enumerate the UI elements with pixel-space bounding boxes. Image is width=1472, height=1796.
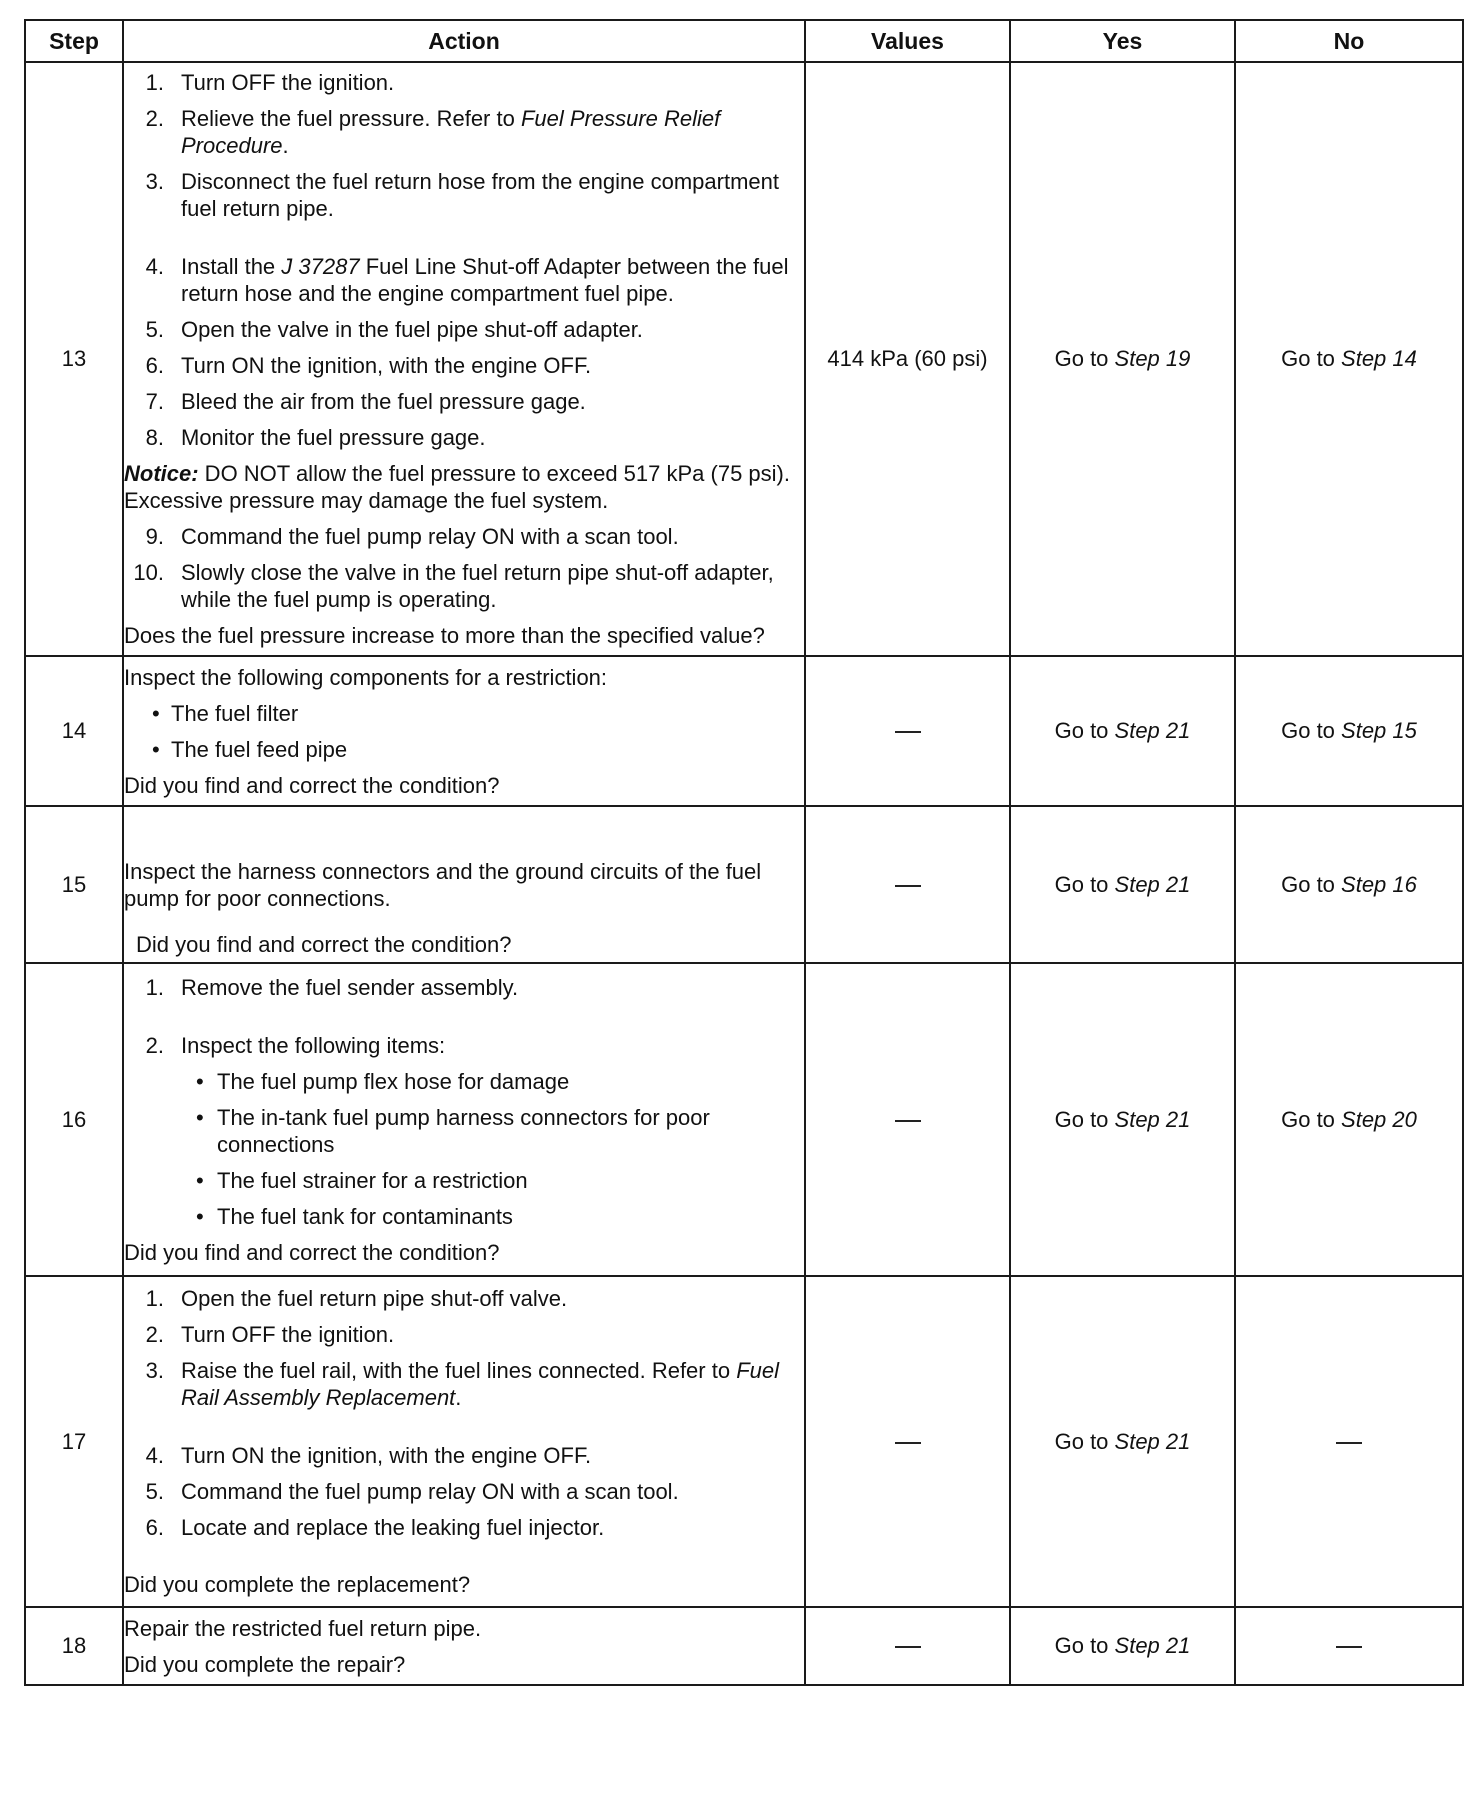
step-number: 14 (25, 656, 123, 806)
list-item: • The in-tank fuel pump harness connectors for poor connections (196, 1104, 710, 1157)
step-number: 16 (25, 963, 123, 1276)
action-steps-list (124, 523, 804, 613)
yes-cell: Go to Step 19 (1010, 62, 1235, 656)
value-cell (805, 1276, 1010, 1607)
no-cell (1235, 1276, 1463, 1607)
header-no: No (1235, 20, 1463, 62)
yes-cell: Go to Step 21 (1010, 963, 1235, 1276)
table-row-step-13 (25, 62, 1463, 656)
question-text: Did you find and correct the condition? (124, 1239, 500, 1265)
list-item: • The fuel tank for contaminants (196, 1203, 513, 1229)
dash-mark (895, 1442, 921, 1444)
list-item: 3. Disconnect the fuel return hose from the engine compartment fuel return pipe. (145, 169, 779, 221)
dash-mark (1336, 1646, 1362, 1648)
action-steps-list (124, 69, 804, 451)
header-action: Action (123, 20, 805, 62)
value-cell (805, 806, 1010, 963)
spacer (124, 1420, 804, 1442)
question-text: Did you find and correct the condition? (136, 932, 512, 957)
table-row-step-15 (25, 806, 1463, 963)
diagnostic-table (24, 19, 1464, 1686)
dash-mark (895, 1120, 921, 1122)
list-item: 2. Inspect the following items: (145, 1032, 446, 1058)
header-row (25, 20, 1463, 62)
value-cell (805, 1607, 1010, 1685)
list-item: 2. Turn OFF the ignition. (145, 1322, 395, 1347)
value-cell (805, 656, 1010, 806)
intro-text: Inspect the harness connectors and the ground circuits of the fuel pump for poor connections. (124, 858, 762, 911)
yes-cell: Go to Step 21 (1010, 1607, 1235, 1685)
list-item: • The fuel feed pipe (152, 736, 348, 762)
action-cell (123, 1607, 805, 1685)
intro-text: Repair the restricted fuel return pipe. (124, 1615, 482, 1641)
action-cell (123, 62, 805, 656)
dash-mark (895, 731, 921, 733)
spacer (124, 231, 804, 253)
list-item: 3. Raise the fuel rail, with the fuel lines connected. Refer to Fuel Rail Assembly Replacement. (145, 1358, 779, 1410)
action-steps-list (124, 1285, 804, 1541)
step-number: 15 (25, 806, 123, 963)
step-reference: Step 20 (1341, 1106, 1417, 1132)
question-text: Does the fuel pressure increase to more than the specified value? (124, 623, 765, 648)
step-reference: Step 21 (1114, 1428, 1191, 1454)
list-item: 2. Relieve the fuel pressure. Refer to Fuel Pressure Relief Procedure. (145, 106, 721, 158)
diagnostic-document (24, 19, 1462, 1686)
bullet-list (124, 1068, 804, 1230)
list-item: 5. Command the fuel pump relay ON with a scan tool. (145, 1479, 679, 1504)
no-cell: Go to Step 20 (1235, 963, 1463, 1276)
list-item: • The fuel strainer for a restriction (196, 1167, 528, 1193)
notice: Notice: DO NOT allow the fuel pressure to exceed 517 kPa (75 psi). Excessive pressure may damage the fuel system. (124, 461, 790, 513)
header-values: Values (805, 20, 1010, 62)
question-text: Did you complete the replacement? (124, 1572, 471, 1597)
step-reference: Step 21 (1114, 1106, 1191, 1132)
step-number: 17 (25, 1276, 123, 1607)
yes-cell: Go to Step 21 (1010, 1276, 1235, 1607)
list-item: 8. Monitor the fuel pressure gage. (145, 425, 486, 450)
step-reference: Step 15 (1341, 718, 1417, 743)
list-item: • The fuel pump flex hose for damage (196, 1068, 570, 1094)
yes-cell: Go to Step 21 (1010, 806, 1235, 963)
dash-mark (1336, 1442, 1362, 1444)
action-steps-list (124, 974, 804, 1059)
header-step: Step (25, 20, 123, 62)
question-text: Did you complete the repair? (124, 1651, 406, 1677)
list-item: 9. Command the fuel pump relay ON with a scan tool. (145, 524, 679, 549)
tool-reference: J 37287 (281, 254, 360, 279)
action-cell (123, 656, 805, 806)
step-reference: Step 19 (1114, 346, 1191, 371)
step-number: 13 (25, 62, 123, 656)
value-cell (805, 963, 1010, 1276)
notice-label: Notice: (124, 461, 199, 486)
list-item: 1. Turn OFF the ignition. (145, 70, 395, 95)
list-item: 10. Slowly close the valve in the fuel return pipe shut-off adapter, while the fuel pump is operating. (133, 560, 774, 612)
procedure-reference: Fuel Rail Assembly Replacement (181, 1358, 779, 1410)
no-cell: Go to Step 14 (1235, 62, 1463, 656)
value-cell: 414 kPa (60 psi) (805, 62, 1010, 656)
step-reference: Step 16 (1341, 871, 1417, 897)
list-item: • The fuel filter (152, 700, 299, 726)
header-yes: Yes (1010, 20, 1235, 62)
question-text: Did you find and correct the condition? (124, 772, 500, 798)
action-cell (123, 1276, 805, 1607)
bullet-list (124, 700, 804, 763)
table-row-step-18 (25, 1607, 1463, 1685)
spacer (124, 1010, 804, 1032)
step-reference: Step 21 (1114, 718, 1191, 743)
no-cell: Go to Step 16 (1235, 806, 1463, 963)
step-number: 18 (25, 1607, 123, 1685)
dash-mark (895, 885, 921, 887)
no-cell (1235, 1607, 1463, 1685)
list-item: 4. Install the J 37287 Fuel Line Shut-off Adapter between the fuel return hose and the engine compartment fuel pipe. (145, 254, 789, 306)
list-item: 1. Remove the fuel sender assembly. (145, 974, 519, 1000)
procedure-reference: Fuel Pressure Relief Procedure (181, 106, 721, 158)
table-row-step-17 (25, 1276, 1463, 1607)
list-item: 6. Locate and replace the leaking fuel injector. (145, 1515, 605, 1540)
step-reference: Step 14 (1341, 346, 1417, 371)
list-item: 1. Open the fuel return pipe shut-off valve. (145, 1286, 568, 1311)
action-cell (123, 963, 805, 1276)
dash-mark (895, 1646, 921, 1648)
table-row-step-14 (25, 656, 1463, 806)
table-row-step-16 (25, 963, 1463, 1276)
step-reference: Step 21 (1114, 871, 1191, 897)
list-item: 5. Open the valve in the fuel pipe shut-off adapter. (145, 317, 643, 342)
list-item: 7. Bleed the air from the fuel pressure gage. (145, 389, 586, 414)
intro-text: Inspect the following components for a restriction: (124, 664, 608, 690)
yes-cell: Go to Step 21 (1010, 656, 1235, 806)
no-cell: Go to Step 15 (1235, 656, 1463, 806)
action-cell (123, 806, 805, 963)
step-reference: Step 21 (1114, 1633, 1191, 1658)
list-item: 6. Turn ON the ignition, with the engine OFF. (145, 353, 592, 378)
list-item: 4. Turn ON the ignition, with the engine OFF. (145, 1443, 592, 1468)
